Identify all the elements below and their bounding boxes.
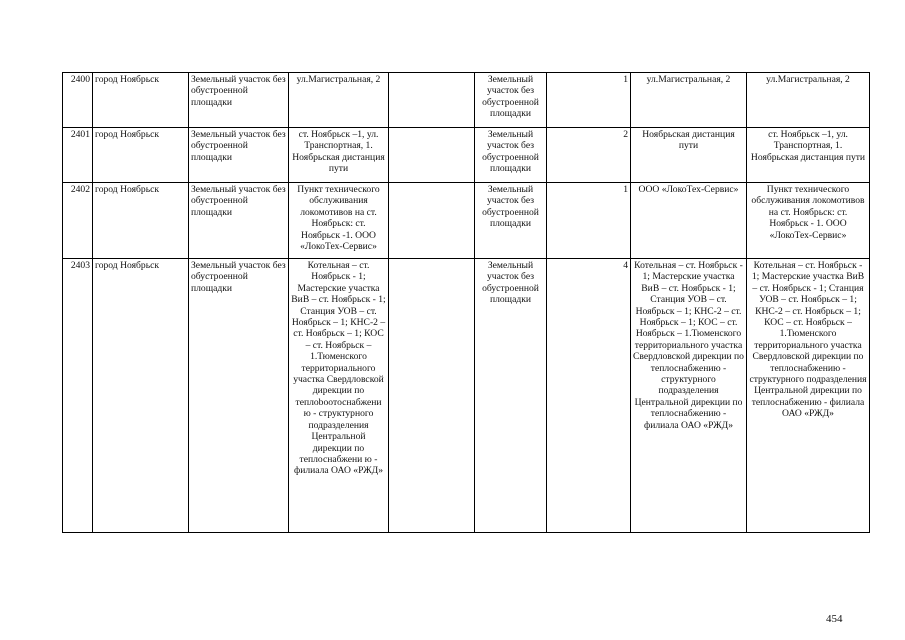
site-type-cell: Земельный участок без обустроенной площадки <box>475 259 547 533</box>
table-row <box>63 183 870 259</box>
address-full-cell: ул.Магистральная, 2 <box>747 73 870 128</box>
address-cell: ООО «ЛокоТех-Сервис» <box>631 183 747 259</box>
empty-cell <box>389 259 475 533</box>
empty-cell <box>389 183 475 259</box>
table-row <box>63 259 870 533</box>
location-cell: ул.Магистральная, 2 <box>289 73 389 128</box>
table-row <box>63 128 870 183</box>
count-cell: 4 <box>547 259 631 533</box>
city-cell: город Ноябрьск <box>93 73 189 128</box>
row-number: 2403 <box>63 259 93 533</box>
page-number: 454 <box>826 613 843 625</box>
location-cell: Пункт технического обслуживания локомотивов на ст. Ноябрьск: ст. Ноябрьск -1. ООО «ЛокоТех-Сервис» <box>289 183 389 259</box>
address-cell: ул.Магистральная, 2 <box>631 73 747 128</box>
plot-type-cell: Земельный участок без обустроенной площадки <box>189 128 289 183</box>
row-number: 2400 <box>63 73 93 128</box>
city-cell: город Ноябрьск <box>93 183 189 259</box>
city-cell: город Ноябрьск <box>93 128 189 183</box>
address-cell: Котельная – ст. Ноябрьск - 1; Мастерские участка ВиВ – ст. Ноябрьск - 1; Станция УОВ – ст. Ноябрьск – 1; КНС-2 – ст. Ноябрьск – 1; КОС – ст. Ноябрьск – 1.Тюменского территориального участка Свердловской дирекции по теплоснабжению - структурного подразделения Центральной дирекции по теплоснабжению - филиала ОАО «РЖД» <box>631 259 747 533</box>
count-cell: 1 <box>547 73 631 128</box>
address-full-cell: Пункт технического обслуживания локомотивов на ст. Ноябрьск: ст. Ноябрьск - 1. ООО «ЛокоТех-Сервис» <box>747 183 870 259</box>
address-full-cell: Котельная – ст. Ноябрьск - 1; Мастерские участка ВиВ – ст. Ноябрьск - 1; Станция УОВ – ст. Ноябрьск – 1; КНС-2 – ст. Ноябрьск – 1; КОС – ст. Ноябрьск – 1.Тюменского территориального участка Свердловской дирекции по теплоснабжению - структурного подразделения Центральной дирекции по теплоснабжению - филиала ОАО «РЖД» <box>747 259 870 533</box>
empty-cell <box>389 128 475 183</box>
table-row <box>63 73 870 128</box>
location-cell: ст. Ноябрьск –1, ул. Транспортная, 1. Ноябрьская дистанция пути <box>289 128 389 183</box>
row-number: 2401 <box>63 128 93 183</box>
plot-type-cell: Земельный участок без обустроенной площадки <box>189 183 289 259</box>
site-type-cell: Земельный участок без обустроенной площадки <box>475 73 547 128</box>
count-cell: 2 <box>547 128 631 183</box>
city-cell: город Ноябрьск <box>93 259 189 533</box>
site-type-cell: Земельный участок без обустроенной площадки <box>475 128 547 183</box>
address-full-cell: ст. Ноябрьск –1, ул. Транспортная, 1. Ноябрьская дистанция пути <box>747 128 870 183</box>
row-number: 2402 <box>63 183 93 259</box>
plot-type-cell: Земельный участок без обустроенной площадки <box>189 259 289 533</box>
empty-cell <box>389 73 475 128</box>
address-cell: Ноябрьская дистанция пути <box>631 128 747 183</box>
site-type-cell: Земельный участок без обустроенной площадки <box>475 183 547 259</box>
register-table <box>62 72 870 533</box>
plot-type-cell: Земельный участок без обустроенной площадки <box>189 73 289 128</box>
count-cell: 1 <box>547 183 631 259</box>
location-cell: Котельная – ст. Ноябрьск - 1; Мастерские участка ВиВ – ст. Ноябрьск - 1; Станция УОВ – ст. Ноябрьск – 1; КНС-2 – ст. Ноябрьск – 1; КОС – ст. Ноябрьск – 1.Тюменского территориального участка Свердловской дирекции по теплоbooтоснабжени ю - структурного подразделения Центральной дирекции по теплоснабжени ю - филиала ОАО «РЖД» <box>289 259 389 533</box>
